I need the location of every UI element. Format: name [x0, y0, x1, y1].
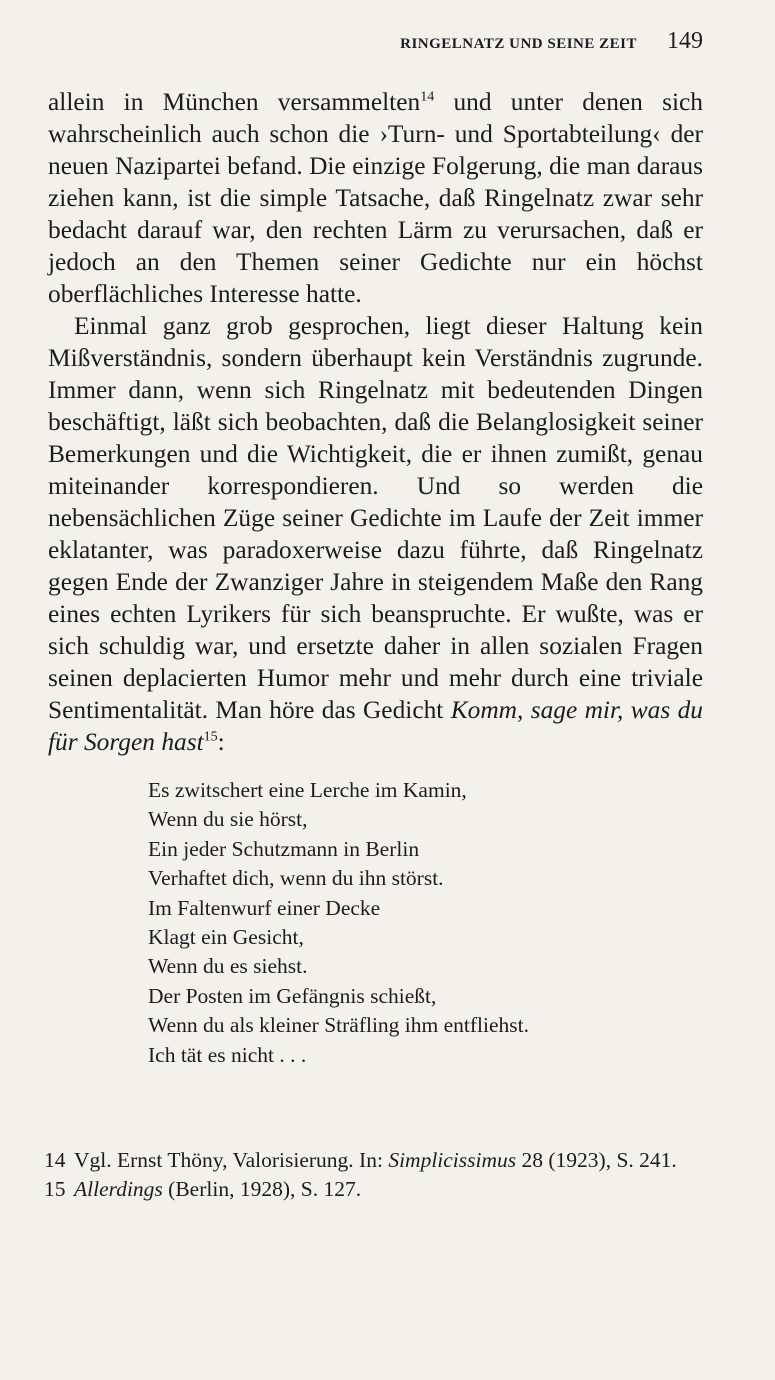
paragraph-1-text-a: allein in München versammelten [48, 88, 421, 116]
footnote-text [74, 1175, 704, 1204]
poem-line: Der Posten im Gefängnis schießt, [148, 983, 437, 1008]
footnote-14-text-b: 28 (1923), S. 241. [516, 1148, 677, 1172]
poem-line: Wenn du als kleiner Sträfling ihm entfliehst. [148, 1013, 530, 1038]
footnote-14-italic: Simplicissimus [388, 1148, 517, 1172]
footnote-ref-14: 14 [420, 89, 435, 105]
paragraph-1 [48, 86, 703, 310]
running-head-title: RINGELNATZ UND SEINE ZEIT [400, 36, 637, 52]
footnote-14-text-a: Vgl. Ernst Thöny, Valorisierung. In: [74, 1148, 389, 1172]
footnote-number: 15 [44, 1177, 66, 1201]
footnote-15-italic: Allerdings [74, 1177, 163, 1201]
poem-line: Im Faltenwurf einer Decke [148, 895, 381, 920]
poem-line: Verhaftet dich, wenn du ihn störst. [148, 866, 444, 891]
paragraph-1-text-b: und unter denen sich wahrscheinlich auch schon die ›Turn- und Sportabteilung‹ der neuen Nazipartei befand. Die einzige Folgerung, die man daraus ziehen kann, ist die simple Tatsache, daß Ringelnatz zwar sehr bedacht darauf war, den rechten Lärm zu verursachen, daß er jedoch an den Themen seiner Gedichte nur ein höchst oberflächliches Interesse hatte. [48, 88, 703, 308]
poem-line: Ich tät es nicht . . . [148, 1042, 307, 1067]
paragraph-2-colon: : [217, 728, 225, 756]
page-number: 149 [667, 28, 703, 54]
poem-line: Wenn du sie hörst, [148, 807, 308, 832]
footnote-text [74, 1146, 704, 1175]
footnote-ref-15: 15 [203, 729, 218, 745]
paragraph-2-text: Einmal ganz grob gesprochen, liegt dieser Haltung kein Mißverständnis, sondern überhaupt kein Verständnis zugrunde. Immer dann, wenn sich Ringelnatz mit bedeutenden Dingen beschäftigt, läßt sich beobachten, daß die Belanglosigkeit seiner Bemerkungen und die Wichtigkeit, die er ihnen zumißt, genau miteinander korrespondieren. Und so werden die nebensächlichen Züge seiner Gedichte im Laufe der Zeit immer eklatanter, was paradoxerweise dazu führte, daß Ringelnatz gegen Ende der Zwanziger Jahre in steigendem Maße den Rang eines echten Lyrikers für sich beanspruchte. Er wußte, was er sich schuldig war, und ersetzte daher in allen sozialen Fragen seinen deplacierten Humor mehr und mehr durch eine triviale Sentimentalität. Man höre das Gedicht [48, 312, 703, 724]
footnotes [44, 1146, 704, 1204]
body-text [48, 86, 703, 758]
paragraph-2 [48, 310, 703, 758]
poem-line: Klagt ein Gesicht, [148, 925, 304, 950]
footnote-number: 14 [44, 1148, 66, 1172]
footnote-15 [44, 1175, 704, 1204]
footnote-14 [44, 1146, 704, 1175]
running-head [48, 28, 703, 55]
poem-line: Ein jeder Schutzmann in Berlin [148, 836, 420, 861]
footnote-15-text: (Berlin, 1928), S. 127. [162, 1177, 362, 1201]
poem-line: Es zwitschert eine Lerche im Kamin, [148, 778, 467, 802]
poem [148, 776, 529, 1070]
poem-title: Komm, sage mir, was du für Sorgen hast [48, 696, 703, 756]
poem-line: Wenn du es siehst. [148, 954, 308, 979]
